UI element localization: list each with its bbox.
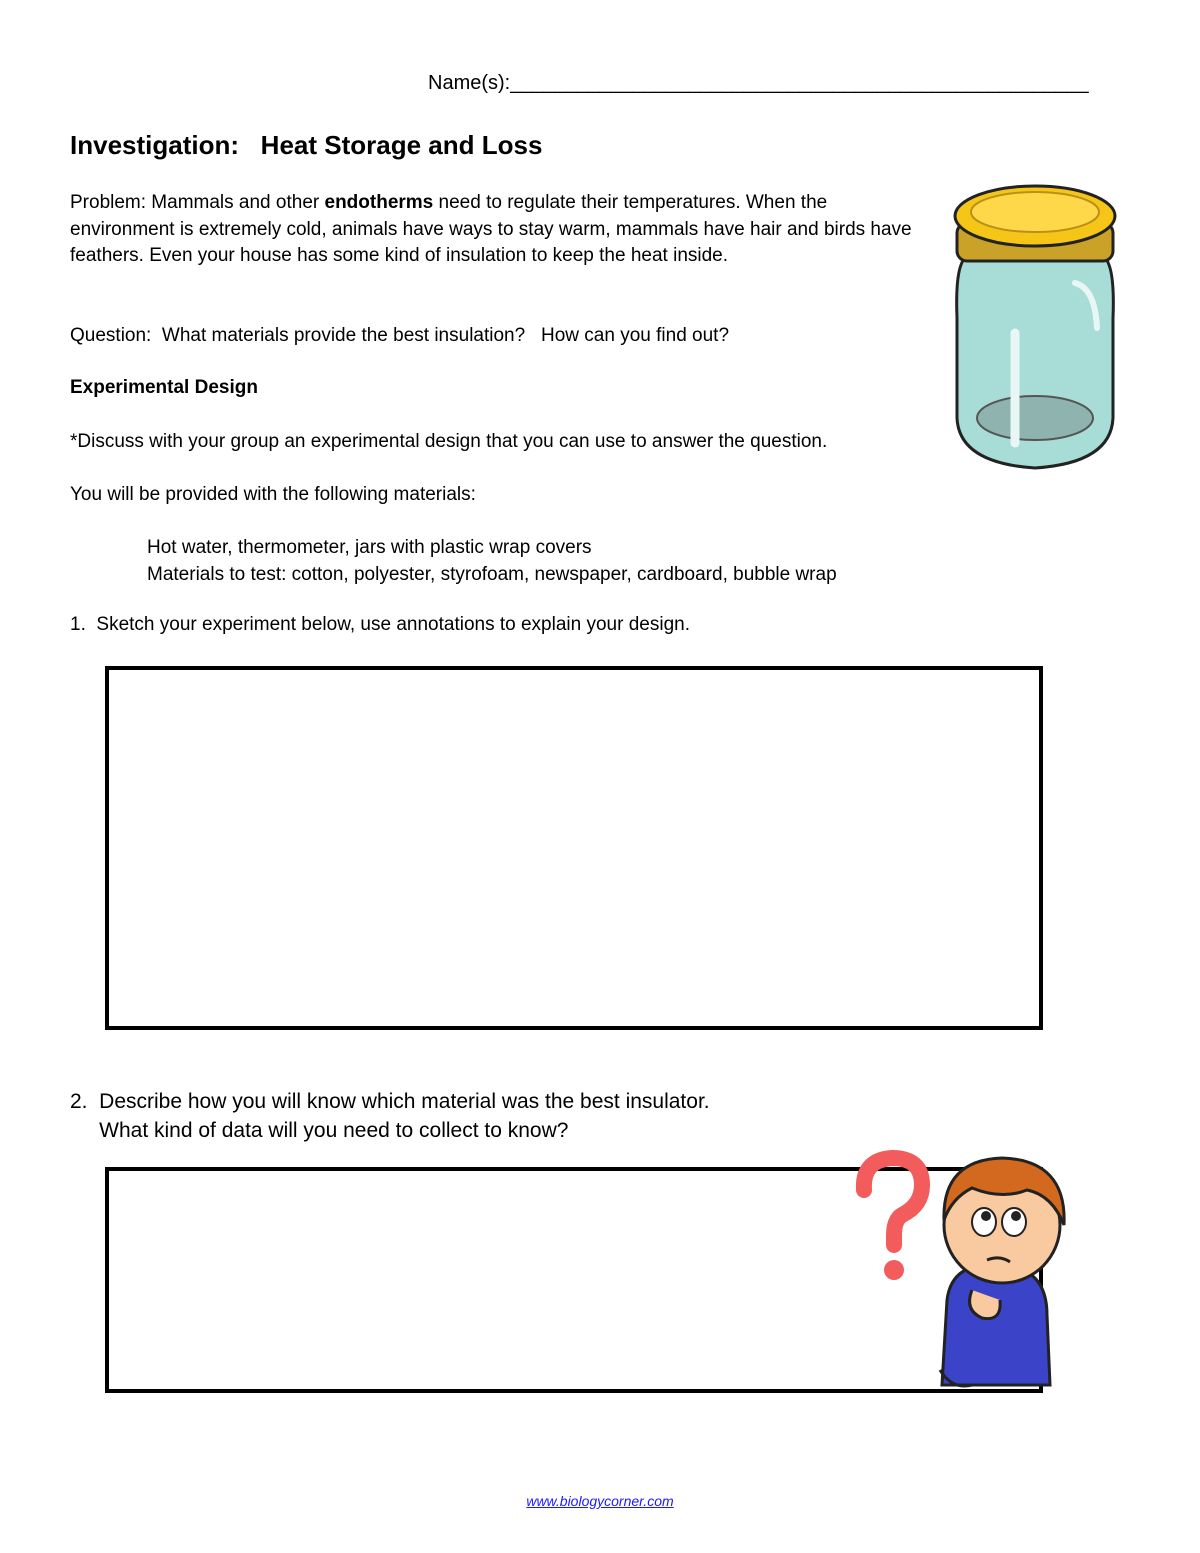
problem-suffix: need to regulate their temperatures. When the environment is extremely cold, animals have ways to stay warm, mammals have hair and birds have feathers. Even your house has some kind of insulation to keep the heat inside. (70, 192, 912, 266)
name-field[interactable] (428, 72, 1089, 95)
page-title: Investigation: Heat Storage and Loss (70, 130, 543, 160)
footer-link[interactable]: www.biologycorner.com (526, 1493, 674, 1509)
materials-intro: You will be provided with the following materials: (70, 484, 476, 505)
question-text: Question: What materials provide the best insulation? How can you find out? (70, 325, 730, 346)
question-1: 1. Sketch your experiment below, use annotations to explain your design. (70, 614, 690, 635)
footer (0, 1493, 1200, 1509)
question-2-line-2: What kind of data will you need to collect to know? (70, 1119, 569, 1142)
problem-paragraph (70, 190, 930, 270)
jar-illustration (945, 178, 1125, 478)
question-2-line-1: 2. Describe how you will know which material was the best insulator. (70, 1090, 710, 1113)
experimental-design-heading: Experimental Design (70, 377, 258, 398)
thinking-boy-illustration (852, 1140, 1082, 1395)
question-mark-icon (864, 1158, 922, 1245)
discuss-instruction: *Discuss with your group an experimental design that you can use to answer the question. (70, 431, 828, 452)
name-label: Name(s): (428, 72, 511, 94)
name-blank[interactable]: ____________________________________________________ (510, 72, 1089, 94)
problem-prefix: Problem: Mammals and other (70, 192, 325, 213)
question-2 (70, 1087, 710, 1145)
sketch-answer-box[interactable] (105, 666, 1043, 1030)
materials-list-1: Hot water, thermometer, jars with plastic wrap covers (147, 537, 592, 558)
materials-list-2: Materials to test: cotton, polyester, styrofoam, newspaper, cardboard, bubble wrap (147, 564, 837, 585)
endotherms-term: endotherms (324, 192, 434, 213)
